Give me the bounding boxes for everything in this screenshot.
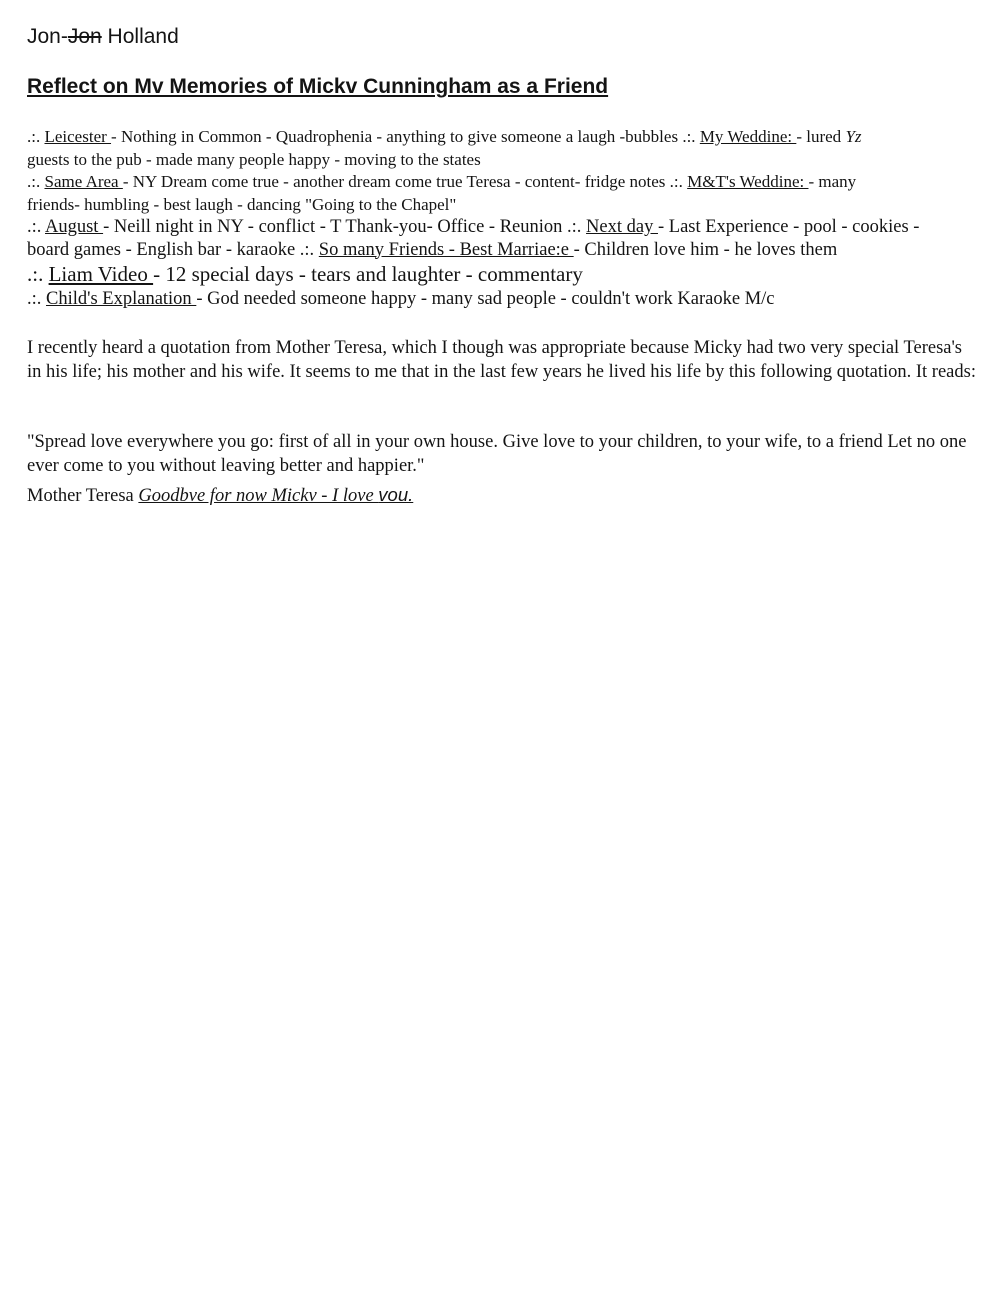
- bullet-separator: .:.: [299, 239, 315, 260]
- closing-line: [27, 484, 413, 507]
- handwritten-yz: Yz: [845, 127, 862, 146]
- author-first-name: Jon-: [27, 25, 68, 48]
- bullet-separator: .:.: [27, 262, 44, 286]
- topic-same-area: Same Area: [44, 172, 123, 191]
- bullet-separator: .:.: [27, 289, 42, 309]
- page-title: Reflect on Mv Memories of Mickv Cunningham as a Friend: [27, 75, 609, 98]
- quote-attribution: Mother Teresa: [27, 486, 139, 506]
- topic-text: - Nothing in Common - Quadrophenia - anything to give someone a laugh -bubbles: [111, 127, 683, 146]
- signoff-end: vou.: [378, 484, 414, 505]
- notes-line-5: [27, 216, 977, 239]
- bullet-separator: .:.: [27, 172, 41, 191]
- topic-text: - NY Dream come true - another dream come true Teresa - content- fridge notes: [122, 172, 670, 191]
- notes-line-8: [27, 288, 977, 311]
- notes-line-2: [27, 149, 977, 172]
- signoff: [138, 486, 413, 506]
- topic-text: friends- humbling - best laugh - dancing "Going to the Chapel": [27, 194, 457, 214]
- topic-text: - 12 special days - tears and laughter - commentary: [153, 262, 583, 286]
- topic-leicester: Leicester: [44, 127, 112, 146]
- notes-line-1: [27, 126, 977, 149]
- bullet-separator: .:.: [669, 172, 683, 191]
- notes-line-7: [27, 261, 977, 288]
- topic-text: - Last Experience - pool - cookies -: [657, 217, 920, 237]
- topic-text: - God needed someone happy - many sad people - couldn't work Karaoke M/c: [196, 289, 775, 309]
- topic-childs-explanation: Child's Explanation: [46, 289, 197, 309]
- author-name: [27, 25, 179, 49]
- quotation: "Spread love everywhere you go: first of all in your own house. Give love to your children, to your wife, to a friend Let no one ever come to you without leaving better and happier.": [27, 432, 967, 476]
- topic-so-many-friends: So many Friends - Best Marriae:e: [318, 239, 574, 260]
- notes-line-4: [27, 194, 977, 217]
- author-struck-text: Jon: [67, 25, 102, 48]
- topic-august: August: [45, 217, 104, 237]
- author-last-name: Holland: [101, 25, 179, 48]
- topic-text: - Neill night in NY - conflict - T Thank-you- Office - Reunion: [103, 217, 568, 237]
- memory-notes: [27, 126, 977, 311]
- signoff-text: Goodbve for now Mickv - I love: [138, 486, 379, 506]
- topic-mt-wedding: M&T's Weddine:: [687, 172, 809, 191]
- topic-text: - lured: [796, 127, 846, 146]
- topic-text: - many: [808, 172, 857, 191]
- intro-paragraph: I recently heard a quotation from Mother Teresa, which I though was appropriate because Micky had two very special Teresa's in his life; his mother and his wife. It seems to me that in the last few years he lived his life by this following quotation. It reads:: [27, 338, 976, 382]
- notes-line-3: [27, 171, 977, 194]
- bullet-separator: .:.: [27, 127, 41, 146]
- topic-next-day: Next day: [586, 217, 658, 237]
- notes-line-6: [27, 239, 977, 262]
- topic-my-wedding: My Weddine:: [699, 127, 797, 146]
- topic-liam-video: Liam Video: [48, 262, 154, 286]
- bullet-separator: .:.: [27, 217, 42, 237]
- topic-text: board games - English bar - karaoke: [27, 239, 300, 260]
- topic-text: - Children love him - he loves them: [573, 239, 838, 260]
- bullet-separator: .:.: [567, 217, 582, 237]
- topic-text: guests to the pub - made many people happy - moving to the states: [27, 149, 481, 169]
- bullet-separator: .:.: [682, 127, 696, 146]
